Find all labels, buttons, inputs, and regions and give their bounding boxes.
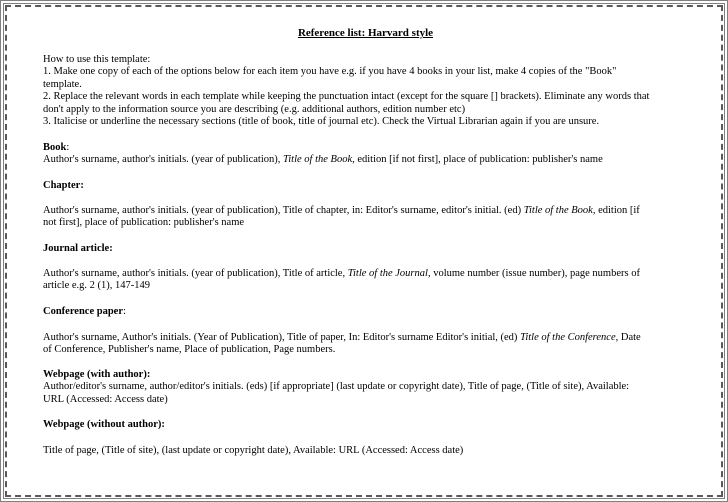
webpage-no-author-heading: Webpage (without author):: [43, 419, 165, 430]
webpage-no-author-section: [43, 419, 688, 431]
webpage-author-section: [43, 369, 688, 406]
howto-section: [43, 54, 688, 128]
chapter-heading: Chapter:: [43, 180, 84, 191]
book-heading: Book:: [43, 142, 70, 153]
howto-step-2: 2. Replace the relevant words in each template while keeping the punctuation intact (except for the square [] brackets). Eliminate any words that: [43, 91, 650, 103]
webpage-author-heading: Webpage (with author):: [43, 369, 151, 380]
chapter-template: Author's surname, author's initials. (year of publication), Title of chapter, in: Editor's surname, editor's initial. (ed) Title of the Book, edition [if not first], place of publication: publisher's name: [43, 205, 640, 229]
conference-template: Author's surname, Author's initials. (Year of Publication), Title of paper, In: Editor's surname Editor's initial, (ed) Title of the Conference, Date of Conference, Publisher's name, Place of publication, Page numbers.: [43, 332, 641, 356]
howto-step-2-cont: don't apply to the information source you are describing (e.g. additional authors, edition number etc): [43, 103, 466, 115]
howto-step-3: 3. Italicise or underline the necessary sections (title of book, title of journal etc). Check the Virtual Librarian again if you are unsure.: [43, 116, 600, 128]
book-template: Author's surname, author's initials. (year of publication), Title of the Book, edition [if not first], place of publication: publisher's name: [43, 154, 603, 166]
howto-step-1: 1. Make one copy of each of the options below for each item you have e.g. if you have 4 books in your list, make 4 copies of the "Book": [43, 66, 617, 78]
conference-heading: Conference paper:: [43, 306, 126, 317]
journal-template: Author's surname, author's initials. (year of publication), Title of article, Title of the Journal, volume number (issue number), page numbers of article e.g. 2 (1), 147-149: [43, 268, 640, 292]
webpage-author-template-cont: URL (Accessed: Access date): [43, 393, 168, 405]
webpage-no-author-template: Title of page, (Title of site), (last update or copyright date), Available: URL (Accessed: Access date): [43, 445, 464, 456]
document-title: Reference list: Harvard style: [297, 27, 434, 39]
journal-section: [43, 243, 688, 255]
conference-section: [43, 306, 688, 318]
chapter-section: [43, 180, 688, 192]
howto-heading: How to use this template:: [43, 54, 151, 65]
webpage-author-template: Author/editor's surname, author/editor's initials. (eds) [if appropriate] (last update or copyright date), Title of page, (Title of site), Available:: [43, 381, 630, 393]
book-section: [43, 142, 688, 167]
journal-heading: Journal article:: [43, 243, 113, 254]
howto-step-1-cont: template.: [43, 78, 82, 90]
